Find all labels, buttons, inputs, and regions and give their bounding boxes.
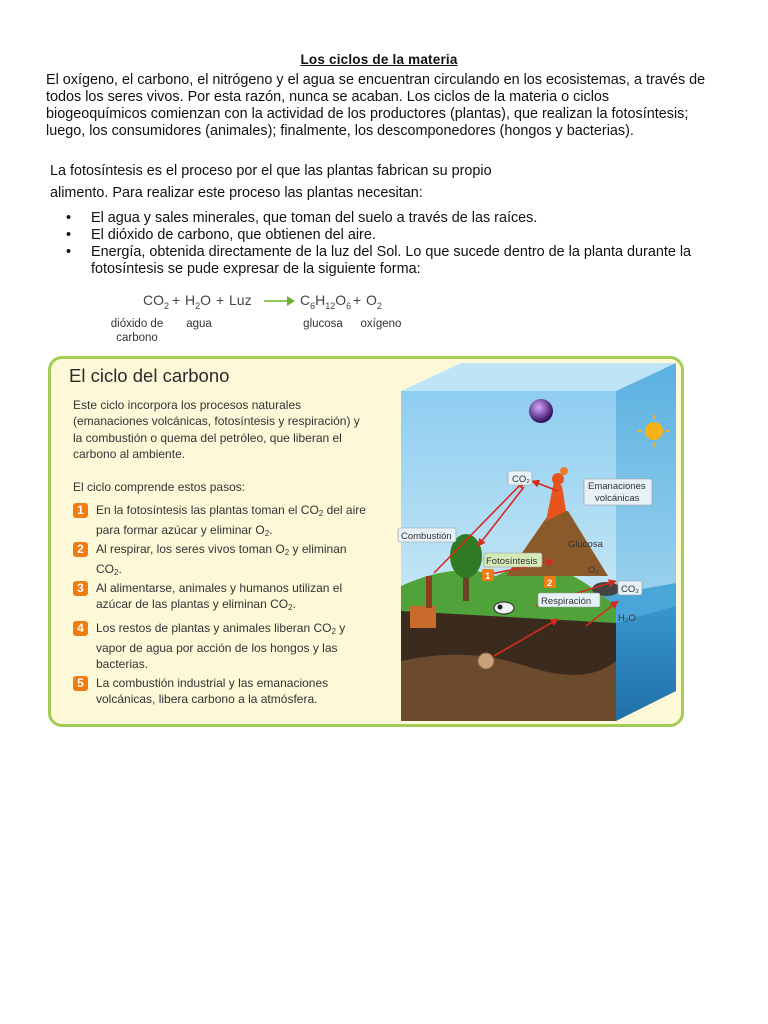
list-item-text: Energía, obtenida directamente de la luz del Sol. Lo que sucede dentro de la planta durante la fotosíntesis se pude expresar de la siguiente forma: bbox=[91, 244, 692, 277]
step-item: 2 Al respirar, los seres vivos toman $O_2$ y eliminan $CO_2$. bbox=[73, 541, 368, 581]
equation-plus: + bbox=[353, 292, 362, 308]
photosynthesis-equation bbox=[0, 292, 768, 347]
photosynthesis-line-2: alimento. Para realizar este proceso las plantas necesitan: bbox=[50, 185, 423, 201]
step-number-badge: 1 bbox=[73, 503, 88, 518]
step-number-badge: 5 bbox=[73, 676, 88, 691]
label-glucosa: glucosa bbox=[303, 318, 343, 330]
step-item: 3 Al alimentarse, animales y humanos utilizan el azúcar de las plantas y eliminan $CO_2$. bbox=[73, 580, 368, 616]
equation-plus: + bbox=[216, 292, 225, 308]
list-item bbox=[66, 210, 706, 227]
equation-o2: $O_2$ bbox=[366, 292, 382, 311]
bullet-icon: • bbox=[66, 227, 72, 243]
label-co2-top: CO₂ bbox=[512, 474, 530, 485]
label-volcanicas: volcánicas bbox=[595, 493, 640, 504]
label-respiracion: Respiración bbox=[541, 596, 592, 607]
list-item bbox=[66, 244, 706, 278]
label-dioxido: dióxido de carbono bbox=[110, 318, 164, 344]
list-item-text: El dióxido de carbono, que obtienen del aire. bbox=[91, 227, 376, 243]
label-h2o: H₂O bbox=[618, 613, 636, 624]
equation-co2: $CO_2$ bbox=[143, 292, 170, 311]
label-o2: O₂ bbox=[588, 565, 600, 576]
panel-steps-intro: El ciclo comprende estos pasos: bbox=[73, 480, 246, 494]
label-oxigeno: oxígeno bbox=[360, 318, 402, 330]
carbon-cycle-panel bbox=[48, 356, 684, 727]
fossil-icon bbox=[478, 653, 494, 669]
panel-heading: El ciclo del carbono bbox=[69, 365, 230, 386]
moon-icon bbox=[529, 399, 553, 423]
equation-h2o: $H_2O$ bbox=[185, 292, 212, 311]
label-step-2: 2 bbox=[547, 578, 553, 589]
bullet-icon: • bbox=[66, 244, 72, 260]
equation-glucose: $C_6H_{12}O_6$ bbox=[300, 292, 352, 311]
carbon-cycle-diagram bbox=[386, 361, 678, 721]
factory-icon bbox=[410, 606, 436, 628]
step-number-badge: 2 bbox=[73, 542, 88, 557]
label-co2-right: CO₂ bbox=[621, 584, 639, 595]
step-number-badge: 3 bbox=[73, 581, 88, 596]
page-title: Los ciclos de la materia bbox=[300, 52, 458, 67]
label-fotosintesis: Fotosíntesis bbox=[486, 556, 538, 567]
intro-paragraph: El oxígeno, el carbono, el nitrógeno y el agua se encuentran circulando en los ecosistemas, a través de todos los seres vivos. Por esta razón, nunca se acaban. Los ciclos de la materia o ciclos biogeoquímicos comienzan con la actividad de los productores (plantas), que realizan la fotosíntesis; luego, los consumidores (animales); finalmente, los descomponedores (hongos y bacterias). bbox=[46, 72, 706, 139]
photosynthesis-line-1: La fotosíntesis es el proceso por el que las plantas fabrican su propio bbox=[50, 163, 492, 179]
label-glucosa: Glucosa bbox=[568, 539, 603, 550]
step-number-badge: 4 bbox=[73, 621, 88, 636]
label-step-1: 1 bbox=[485, 571, 491, 582]
label-combustion: Combustión bbox=[401, 531, 452, 542]
label-agua: agua bbox=[186, 318, 212, 330]
sun-icon bbox=[645, 422, 663, 440]
step-item: 5 La combustión industrial y las emanaciones volcánicas, libera carbono a la atmósfera. bbox=[73, 675, 368, 707]
bullet-icon: • bbox=[66, 210, 72, 226]
cow-icon bbox=[494, 602, 514, 614]
list-item bbox=[66, 227, 706, 244]
equation-luz: Luz bbox=[229, 292, 252, 308]
needs-list bbox=[66, 210, 706, 278]
equation-plus: + bbox=[172, 292, 181, 308]
equation-arrow-icon bbox=[262, 295, 296, 307]
step-item: 4 Los restos de plantas y animales liberan $CO_2$ y vapor de agua por acción de los hongos y las bacterias. bbox=[73, 620, 368, 672]
step-item: 1 En la fotosíntesis las plantas toman el $CO_2$ del aire para formar azúcar y eliminar $O_2$. bbox=[73, 502, 368, 542]
label-emanaciones: Emanaciones bbox=[588, 481, 646, 492]
list-item-text: El agua y sales minerales, que toman del suelo a través de las raíces. bbox=[91, 210, 538, 226]
panel-intro: Este ciclo incorpora los procesos naturales (emanaciones volcánicas, fotosíntesis y respiración) y la combustión o quema del petróleo, que liberan el carbono al ambiente. bbox=[73, 398, 360, 462]
